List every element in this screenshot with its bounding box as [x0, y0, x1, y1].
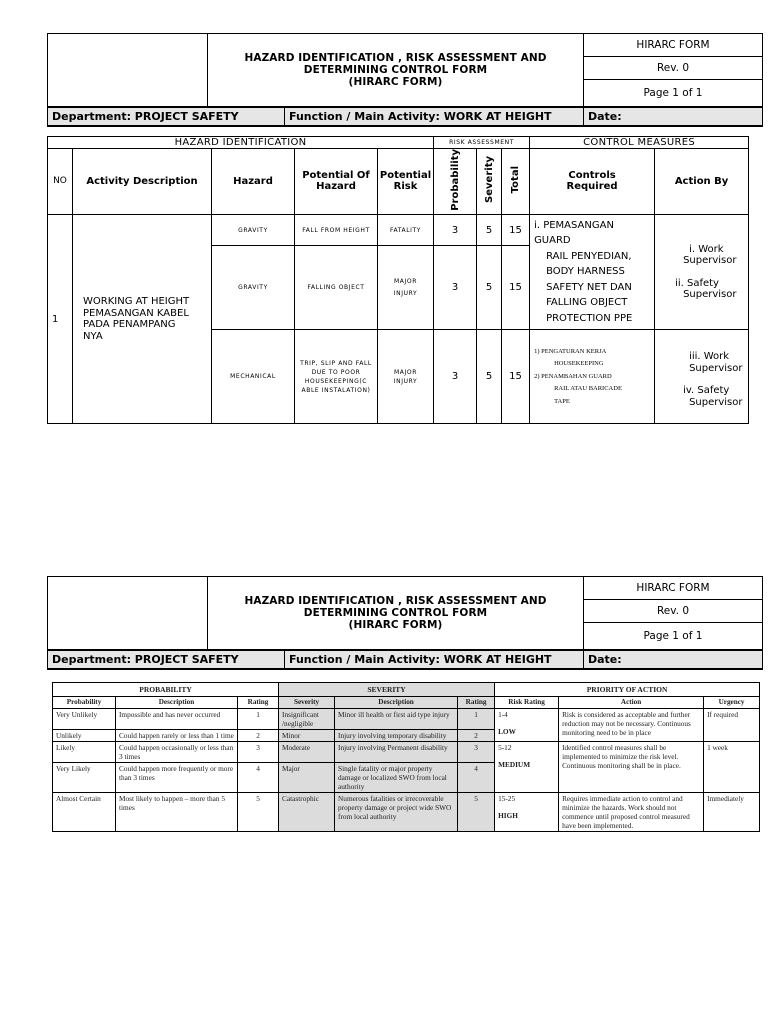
- revision: Rev. 0: [584, 600, 763, 623]
- severity-rating: 2: [458, 730, 495, 742]
- severity-rating: 1: [458, 709, 495, 730]
- col-probability: Probability: [53, 697, 116, 709]
- revision: Rev. 0: [584, 57, 763, 80]
- col-s-rating: Rating: [458, 697, 495, 709]
- row-number: 1: [48, 214, 73, 424]
- col-urgency: Urgency: [704, 697, 760, 709]
- col-no: NO: [48, 149, 73, 215]
- risk-matrix-table: [52, 682, 760, 832]
- potential-hazard-cell: FALLING OBJECT: [295, 246, 378, 330]
- form-header-1: [47, 33, 763, 107]
- severity-name: Major: [279, 763, 335, 793]
- hazard-cell: GRAVITY: [212, 246, 295, 330]
- probability-cell: 3: [434, 214, 477, 246]
- severity-name: Moderate: [279, 742, 335, 763]
- total-cell: 15: [502, 246, 530, 330]
- doc-name: HIRARC FORM: [584, 577, 763, 600]
- probability-name: Very Unlikely: [53, 709, 116, 730]
- hazard-cell: GRAVITY: [212, 214, 295, 246]
- probability-rating: 3: [238, 742, 279, 763]
- severity-description: Numerous fatalities or irrecoverable property damage or project wide SWO from local authority: [335, 793, 458, 832]
- severity-cell: 5: [477, 246, 502, 330]
- severity-rating: 5: [458, 793, 495, 832]
- probability-description: Could happen rarely or less than 1 time: [116, 730, 238, 742]
- department-bar-2: [47, 649, 763, 670]
- potential-hazard-cell: TRIP, SLIP AND FALL DUE TO POOR HOUSEKEEPING(C ABLE INSTALATION): [295, 330, 378, 424]
- logo-box: [48, 34, 208, 107]
- col-s-description: Description: [335, 697, 458, 709]
- group-priority: PRIORITY OF ACTION: [495, 683, 760, 697]
- form-header-2: [47, 576, 763, 650]
- probability-rating: 4: [238, 763, 279, 793]
- total-cell: 15: [502, 214, 530, 246]
- group-risk-assessment: RISK ASSESSMENT: [434, 137, 530, 149]
- probability-cell: 3: [434, 330, 477, 424]
- severity-rating: 3: [458, 742, 495, 763]
- probability-rating: 2: [238, 730, 279, 742]
- col-p-description: Description: [116, 697, 238, 709]
- date-label: Date:: [584, 650, 763, 669]
- col-total: Total: [502, 149, 530, 215]
- total-cell: 15: [502, 330, 530, 424]
- group-control-measures: CONTROL MEASURES: [530, 137, 749, 149]
- severity-name: Catastrophic: [279, 793, 335, 832]
- function-activity: Function / Main Activity: WORK AT HEIGHT: [285, 650, 584, 669]
- logo-box: [48, 577, 208, 650]
- probability-description: Could happen occasionally or less than 3 times: [116, 742, 238, 763]
- severity-cell: 5: [477, 330, 502, 424]
- severity-description: Single fatality or major property damage or localized SWO from local authority: [335, 763, 458, 793]
- probability-cell: 3: [434, 246, 477, 330]
- hazard-table: [47, 136, 749, 424]
- function-activity: Function / Main Activity: WORK AT HEIGHT: [285, 107, 584, 126]
- urgency-high: Immediately: [704, 793, 760, 832]
- probability-name: Very Likely: [53, 763, 116, 793]
- col-potential-risk: Potential Risk: [378, 149, 434, 215]
- probability-name: Almost Certain: [53, 793, 116, 832]
- doc-name: HIRARC FORM: [584, 34, 763, 57]
- potential-risk-cell: FATALITY: [378, 214, 434, 246]
- table-row: [53, 793, 760, 832]
- severity-rating: 4: [458, 763, 495, 793]
- col-activity: Activity Description: [73, 149, 212, 215]
- col-hazard: Hazard: [212, 149, 295, 215]
- col-potential-hazard: Potential Of Hazard: [295, 149, 378, 215]
- potential-hazard-cell: FALL FROM HEIGHT: [295, 214, 378, 246]
- probability-description: Impossible and has never occurred: [116, 709, 238, 730]
- potential-risk-cell: MAJOR INJURY: [378, 246, 434, 330]
- col-severity: Severity: [279, 697, 335, 709]
- col-controls: Controls Required: [530, 149, 655, 215]
- action-medium: Identified control measures shall be implemented to minimize the risk level. Continuous monitoring shall be in place.: [559, 742, 704, 793]
- action-high: Requires immediate action to control and minimize the hazards. Work should not commence until proposed control measured have been implemented.: [559, 793, 704, 832]
- department-bar-1: [47, 106, 763, 127]
- table-row: [48, 214, 749, 246]
- group-severity: SEVERITY: [279, 683, 495, 697]
- page-number: Page 1 of 1: [584, 623, 763, 650]
- probability-rating: 5: [238, 793, 279, 832]
- severity-name: Insignificant /negligible: [279, 709, 335, 730]
- date-label: Date:: [584, 107, 763, 126]
- probability-rating: 1: [238, 709, 279, 730]
- severity-description: Injury involving Permanent disability: [335, 742, 458, 763]
- severity-description: Injury involving temporary disability: [335, 730, 458, 742]
- probability-name: Unlikely: [53, 730, 116, 742]
- urgency-low: If required: [704, 709, 760, 742]
- severity-cell: 5: [477, 214, 502, 246]
- action-by-b: iii. Work Supervisor iv. Safety Supervisor: [655, 330, 749, 424]
- urgency-medium: 1 week: [704, 742, 760, 793]
- risk-rating-medium: 5-12 MEDIUM: [495, 742, 559, 793]
- hazard-cell: MECHANICAL: [212, 330, 295, 424]
- table-row: [53, 709, 760, 730]
- activity-description: WORKING AT HEIGHT PEMASANGAN KABEL PADA PENAMPANG NYA: [73, 214, 212, 424]
- form-title: HAZARD IDENTIFICATION , RISK ASSESSMENT AND DETERMINING CONTROL FORM (HIRARC FORM): [208, 34, 584, 107]
- col-probability: Probability: [434, 149, 477, 215]
- controls-required-a: i. PEMASANGAN GUARD RAIL PENYEDIAN, BODY HARNESS SAFETY NET DAN FALLING OBJECT PROTECTION PPE: [530, 214, 655, 330]
- risk-rating-low: 1-4 LOW: [495, 709, 559, 742]
- col-action: Action: [559, 697, 704, 709]
- probability-description: Could happen more frequently or more than 3 times: [116, 763, 238, 793]
- probability-description: Most likely to happen – more than 5 times: [116, 793, 238, 832]
- controls-required-b: 1) PENGATURAN KERJA HOUSEKEEPING 2) PENAMBAHAN GUARD RAIL ATAU BARICADE TAPE: [530, 330, 655, 424]
- action-by-a: i. Work Supervisor ii. Safety Supervisor: [655, 214, 749, 330]
- col-risk-rating: Risk Rating: [495, 697, 559, 709]
- table-row: [53, 742, 760, 763]
- col-severity: Severity: [477, 149, 502, 215]
- probability-name: Likely: [53, 742, 116, 763]
- col-action-by: Action By: [655, 149, 749, 215]
- severity-name: Minor: [279, 730, 335, 742]
- group-hazard-identification: HAZARD IDENTIFICATION: [48, 137, 434, 149]
- col-p-rating: Rating: [238, 697, 279, 709]
- severity-description: Minor ill health or first aid type injury: [335, 709, 458, 730]
- risk-rating-high: 15-25 HIGH: [495, 793, 559, 832]
- department: Department: PROJECT SAFETY: [48, 107, 285, 126]
- group-probability: PROBABILITY: [53, 683, 279, 697]
- form-title: HAZARD IDENTIFICATION , RISK ASSESSMENT AND DETERMINING CONTROL FORM (HIRARC FORM): [208, 577, 584, 650]
- potential-risk-cell: MAJOR INJURY: [378, 330, 434, 424]
- page-number: Page 1 of 1: [584, 80, 763, 107]
- action-low: Risk is considered as acceptable and further reduction may not be necessary. Continuous monitoring need to be in place: [559, 709, 704, 742]
- department: Department: PROJECT SAFETY: [48, 650, 285, 669]
